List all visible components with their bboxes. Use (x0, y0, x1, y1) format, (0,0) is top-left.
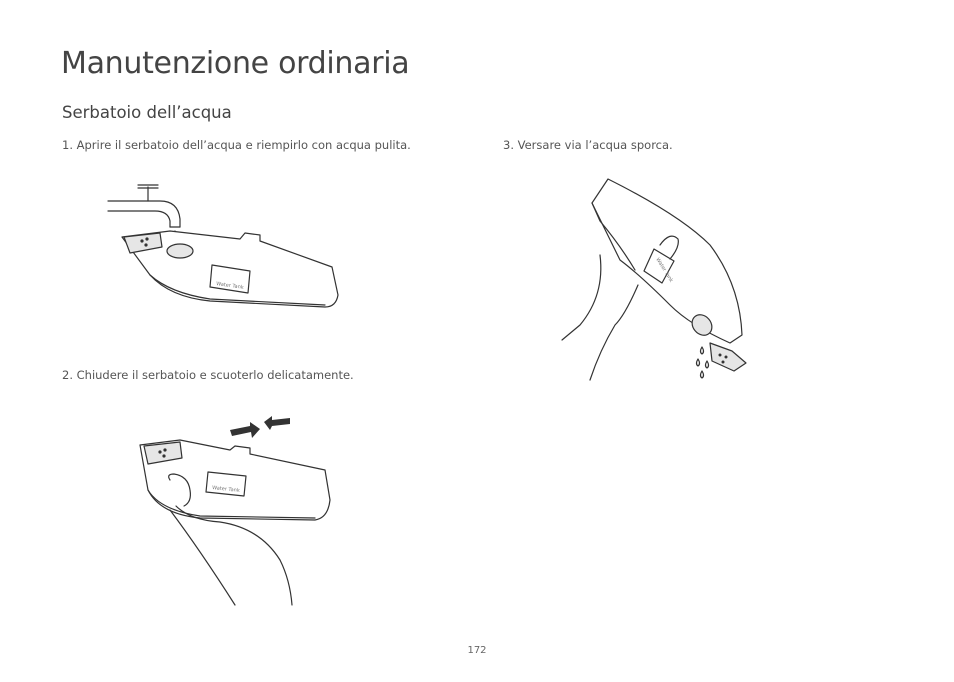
step-1-text: 1. Aprire il serbatoio dell’acqua e riempirlo con acqua pulita. (62, 138, 411, 152)
arrow-left-icon (230, 422, 260, 438)
step-3-text: 3. Versare via l’acqua sporca. (503, 138, 673, 152)
fill-opening (167, 244, 193, 258)
tank-label-2: Water Tank (211, 485, 241, 494)
faucet-pipe (108, 201, 180, 227)
page-title: Manutenzione ordinaria (61, 46, 410, 81)
step-2-text: 2. Chiudere il serbatoio e scuoterlo delicatamente. (62, 368, 354, 382)
tank-label-3: Water Tank (654, 256, 675, 284)
page-number: 172 (467, 645, 487, 656)
hand-outline (176, 506, 292, 605)
hand-outline (562, 255, 601, 340)
water-drop (701, 347, 704, 354)
illustration-pour-water (560, 175, 755, 385)
illustration-shake-tank (130, 410, 340, 610)
arrow-right-icon (264, 416, 290, 430)
tank-label: Water Tank (215, 281, 245, 291)
tank-lid (710, 343, 746, 371)
section-title: Serbatoio dell’acqua (62, 103, 232, 122)
illustration-fill-tank (100, 175, 350, 315)
